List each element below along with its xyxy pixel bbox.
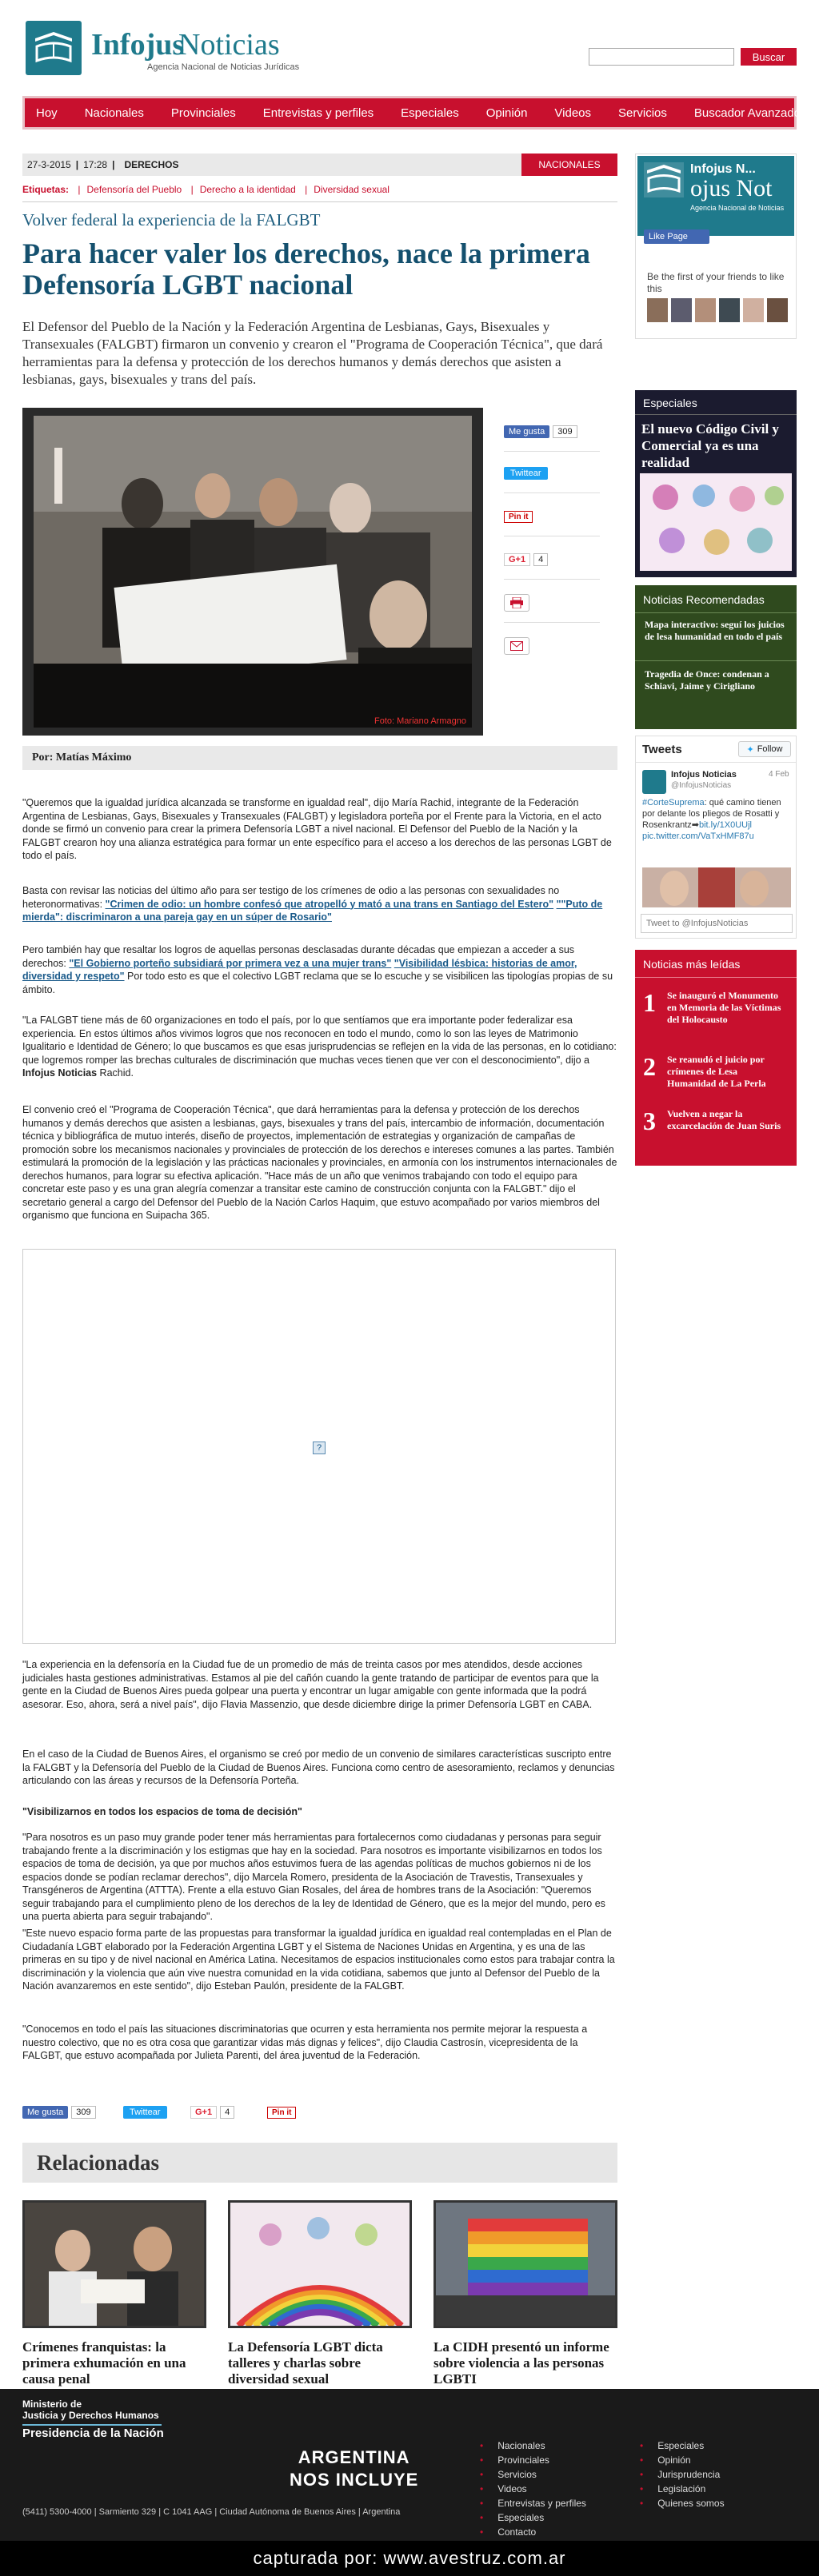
nav-item-nacionales[interactable]: Nacionales bbox=[84, 106, 144, 120]
google-plus-count: 4 bbox=[533, 553, 548, 566]
divider bbox=[504, 579, 600, 580]
email-share[interactable] bbox=[504, 638, 529, 654]
twitter-share-button[interactable]: Twittear bbox=[504, 467, 548, 480]
most-read-title-text[interactable]: Vuelven a negar la excarcelación de Juan Suris bbox=[667, 1108, 781, 1131]
twitter-share-button[interactable]: Twittear bbox=[123, 2106, 167, 2119]
google-plus-button[interactable]: G+1 bbox=[504, 553, 530, 566]
divider bbox=[636, 762, 796, 763]
nav-item-entrevistas[interactable]: Entrevistas y perfiles bbox=[262, 106, 374, 120]
tweets-title: Tweets bbox=[642, 743, 682, 756]
fb-page-cover-text: ojus Not bbox=[690, 175, 773, 201]
facebook-like[interactable] bbox=[22, 2104, 96, 2120]
tag-derecho-identidad[interactable]: Derecho a la identidad bbox=[199, 184, 296, 195]
article-photo bbox=[22, 408, 483, 736]
google-plus-share[interactable] bbox=[190, 2104, 234, 2120]
fb-page-sub: Agencia Nacional de Noticias bbox=[690, 204, 785, 212]
site-header bbox=[22, 16, 797, 80]
footer-link[interactable]: • Provinciales bbox=[480, 2453, 586, 2467]
related-image[interactable] bbox=[22, 2200, 206, 2328]
body-paragraph: "La FALGBT tiene más de 60 organizaciones en todo el país, por lo que sentíamos que era importante poder federalizar esa experiencia. En estos últimos años vivimos logros que nos reconocen en todo el mundo, como lo son las leyes de Matrimonio Igualitario e Identidad de Género; lo que buscamos es que esas jurisprudencias se reflejen en la vida de las personas, en lo cotidiano: que logremos romper las brechas culturales de discriminación que muchas veces tienen que ver con el desconocimiento", dijo a Infojus Noticias Rachid. bbox=[22, 1015, 617, 1079]
logo-book-icon bbox=[26, 21, 82, 75]
print-icon[interactable] bbox=[504, 594, 529, 612]
search-button[interactable]: Buscar bbox=[741, 48, 797, 66]
divider bbox=[22, 201, 617, 202]
pinterest-share[interactable] bbox=[267, 2104, 296, 2120]
fb-friends-text: Be the first of your friends to like this bbox=[647, 271, 785, 294]
recommended-item[interactable]: Mapa interactivo: seguí los juicios de lesa humanidad en todo el país bbox=[645, 619, 785, 642]
avatar[interactable] bbox=[695, 298, 716, 322]
nav-item-buscador[interactable]: Buscador Avanzado bbox=[693, 106, 801, 120]
tag-defensoria[interactable]: Defensoría del Pueblo bbox=[86, 184, 182, 195]
especiales-widget bbox=[635, 390, 797, 577]
footer-link[interactable]: • Opinión bbox=[640, 2453, 725, 2467]
tweet-link[interactable]: pic.twitter.com/VaTxHMF87u bbox=[642, 831, 754, 841]
pinterest-share[interactable] bbox=[504, 508, 533, 524]
related-image[interactable] bbox=[433, 2200, 617, 2328]
body-paragraph: "Este nuevo espacio forma parte de las propuestas para transformar la igualdad jurídica en igualdad real contempladas en el Plan de Ciudadanía LGBT elaborado por la Federación Argentina LGBT y el Sistema de Naciones Unidas en Argentina, y es una de las primeras en su tipo y de nivel nacional en América Latina. Necesitamos de espacios institucionales como estos para trabajar contra la discriminación y la violencia que aún vive nuestra comunidad en la vida cotidiana, sabemos que junto al Defensor del Pueblo de la Nación avanzaremos en este sentido", dijo Esteban Paulón, presidente de la FALGBT. bbox=[22, 1928, 615, 1992]
divider bbox=[635, 414, 797, 415]
avatar[interactable] bbox=[671, 298, 692, 322]
most-read-title-text[interactable]: Se reanudó el juicio por crímenes de Lesa Humanidad de La Perla bbox=[667, 1054, 766, 1089]
footer-link[interactable]: • Nacionales bbox=[480, 2438, 586, 2453]
especiales-title: Especiales bbox=[643, 397, 697, 409]
most-read-rank: 1 bbox=[643, 988, 656, 1017]
body-paragraph: "Para nosotros es un paso muy grande poder tener más herramientas para fortalecernos como ciudadanas y personas para seguir trabajando frente a la discriminación y los estigmas que hay en la sociedad. Para nosotros es importante visibilizarnos en todos los espacios de toma de decisión, ya que por muchos años estuvimos fuera de las agendas políticas de muchos gobiernos ni de los espacios donde se podían reclamar derechos", dijo Marcela Romero, presidenta de la Asociación de Travestis, Transexuales y Transgéneros de Argentina (ATTTA). Frente a ella estuvo Gian Rosales, del área de hombres trans de la Asociación: "Queremos seguir trabajando para el cumplimiento pleno de los derechos de la ley de Identidad de Género, que es la mejor del mundo, pero es una puerta abierta para seguir trabajando". bbox=[22, 1832, 605, 1922]
article-tags: Etiquetas: | Defensoría del Pueblo | Derecho a la identidad | Diversidad sexual bbox=[22, 184, 390, 195]
tweet-image[interactable] bbox=[642, 867, 791, 907]
related-item[interactable] bbox=[433, 2200, 617, 2387]
avatar[interactable] bbox=[642, 770, 666, 794]
google-plus-button[interactable]: G+1 bbox=[190, 2106, 217, 2119]
google-plus-share[interactable] bbox=[504, 552, 548, 568]
footer-link[interactable]: • Entrevistas y perfiles bbox=[480, 2496, 586, 2510]
divider bbox=[635, 660, 797, 661]
pinterest-button[interactable]: Pin it bbox=[504, 511, 533, 523]
capture-credit: capturada por: www.avestruz.com.ar bbox=[0, 2541, 819, 2576]
especiales-item[interactable]: El nuevo Código Civil y Comercial ya es una realidad bbox=[641, 421, 779, 470]
recommended-title: Noticias Recomendadas bbox=[643, 593, 765, 606]
recommended-widget bbox=[635, 585, 797, 729]
facebook-page-widget bbox=[635, 154, 797, 339]
related-link[interactable]: "Visibilidad lésbica: historias de amor, diversidad y respeto" bbox=[22, 957, 577, 982]
avatar[interactable] bbox=[647, 298, 668, 322]
most-read-widget bbox=[635, 950, 797, 1166]
avatar[interactable] bbox=[767, 298, 788, 322]
tag-diversidad-sexual[interactable]: Diversidad sexual bbox=[314, 184, 390, 195]
related-item[interactable] bbox=[228, 2200, 412, 2387]
logo-book-icon bbox=[644, 162, 684, 197]
logo-name-light: Noticias bbox=[178, 28, 280, 62]
nav-item-opinion[interactable]: Opinión bbox=[485, 106, 528, 120]
tweet-link[interactable]: bit.ly/1X0UUjl bbox=[698, 820, 752, 830]
avatar[interactable] bbox=[743, 298, 764, 322]
footer-link[interactable]: • Contacto bbox=[480, 2525, 586, 2539]
nav-item-hoy[interactable]: Hoy bbox=[36, 106, 58, 120]
especiales-image[interactable] bbox=[640, 473, 792, 571]
related-title: Relacionadas bbox=[22, 2143, 617, 2183]
related-caption[interactable]: Crímenes franquistas: la primera exhumación en una causa penal bbox=[22, 2339, 186, 2387]
facebook-cover[interactable] bbox=[637, 156, 794, 241]
facebook-like-button[interactable]: Me gusta bbox=[22, 2106, 68, 2119]
related-item[interactable] bbox=[22, 2200, 206, 2387]
nav-item-especiales[interactable]: Especiales bbox=[401, 106, 459, 120]
ministry-logo[interactable]: Ministerio de Justicia y Derechos Humanos Presidencia de la Nación bbox=[22, 2399, 164, 2440]
embedded-media-frame[interactable] bbox=[22, 1249, 616, 1644]
divider bbox=[504, 492, 600, 493]
related-link[interactable]: ""Puto de mierda": discriminaron a una pareja gay en un súper de Rosario" bbox=[22, 898, 603, 923]
facebook-like-page-button[interactable]: Like Page bbox=[644, 229, 709, 244]
search-input[interactable] bbox=[589, 48, 734, 66]
facebook-like-count: 309 bbox=[553, 425, 577, 438]
body-paragraph: "Queremos que la igualdad jurídica alcanzada se transforme en igualdad real", dijo María Rachid, integrante de la Federación Argentina de Lesbianas, Gays, Bisexuales y Transexuales (FALGBT) y legisladora porteña por el Frente para la Victoria, en el acto donde se firmó un convenio para crear la primera Defensoría LGBT a nivel nacional. El Defensor del Pueblo de la Nación y la FALGBT crearon hoy una alianza estratégica para formar un ente específico para el acceso a los derechos de las personas LGBT de todo el país. bbox=[22, 797, 612, 861]
article-date-bar: 27-3-2015 | 17:28 | DERECHOS bbox=[22, 154, 526, 176]
divider bbox=[635, 977, 797, 978]
divider bbox=[504, 451, 600, 452]
twitter-share[interactable] bbox=[504, 465, 548, 481]
twitter-bird-icon: ✦ bbox=[746, 744, 754, 755]
footer-link[interactable]: • Especiales bbox=[480, 2510, 586, 2525]
nav-item-videos[interactable]: Videos bbox=[554, 106, 592, 120]
related-link[interactable]: "Crimen de odio: un hombre confesó que atropelló y mató a una trans en Santiago del Estero" bbox=[105, 898, 554, 910]
tags-label: Etiquetas: bbox=[22, 184, 70, 195]
site-footer bbox=[0, 2389, 819, 2541]
body-paragraph: El convenio creó el "Programa de Cooperación Técnica", que dará herramientas para la defensa y protección de los derechos humanos y demás derechos que asisten a lesbianas, gays, bisexuales y trans del país, intercambio de información, documentación técnica y bibliográfica de mutuo interés, diseño de proyectos, implementación de estrategias y organización de campañas de promoción sobre los mecanismos nacionales y provinciales de protección de los derechos e intereses comunes a las partes. También estimulará la promoción de la legislación y las prácticas nacionales y provinciales, en armonía con los instrumentos internacionales de derechos humanos, para lograr su efectiva aplicación. "Hace más de un año que venimos trabajando con todo el equipo para concretar este paso y es una gran alegría comenzar a transitar este camino de construcción conjunta con la FALGBT." dijo el secretario general a cargo del Defensor del Pueblo de la Nación Carlos Haquim, que estuvo acompañado por varios miembros del organismo que funciona en Suipacha 365. bbox=[22, 1104, 617, 1221]
email-icon[interactable] bbox=[504, 637, 529, 655]
related-caption[interactable]: La CIDH presentó un informe sobre violencia a las personas LGBTI bbox=[433, 2339, 609, 2387]
missing-plugin-icon: ? bbox=[313, 1442, 326, 1454]
bottom-share-bar bbox=[22, 2104, 617, 2123]
footer-links-col1 bbox=[480, 2438, 586, 2539]
article-date: 27-3-2015 bbox=[27, 159, 71, 170]
article-lead: El Defensor del Pueblo de la Nación y la Federación Argentina de Lesbianas, Gays, Bisexuales y Transexuales (FALGBT) firmaron un convenio y crearon el "Programa de Cooperación Técnica", que dará herramientas para la defensa y protección de los derechos humanos y demás derechos que asisten a lesbianas, gays, bisexuales y trans del país. bbox=[22, 319, 603, 387]
most-read-rank: 2 bbox=[643, 1052, 656, 1081]
body-paragraph: En el caso de la Ciudad de Buenos Aires, el organismo se creó por medio de un convenio de similares características suscripto entre la FALGBT y la Defensoría del Pueblo de la Ciudad de Buenos Aires. Funciona como centro de asesoramiento, reclamos y denuncias articulando con las áreas y recursos de la Defensoría Porteña. bbox=[22, 1749, 615, 1786]
logo-name-bold: Infojus bbox=[91, 28, 185, 62]
footer-link[interactable]: • Legislación bbox=[640, 2482, 725, 2496]
google-plus-count: 4 bbox=[220, 2106, 234, 2119]
related-link[interactable]: "El Gobierno porteño subsidiará por primera vez a una mujer trans" bbox=[69, 957, 392, 969]
footer-link[interactable]: • Quienes somos bbox=[640, 2496, 725, 2510]
most-read-title: Noticias más leídas bbox=[643, 958, 741, 971]
article-category: DERECHOS bbox=[124, 159, 179, 170]
body-paragraph: "La experiencia en la defensoría en la Ciudad fue de un promedio de más de treinta casos por mes atendidos, desde acciones judiciales hasta gestiones administrativas. Estamos al pie del cañón cuando la gente tratando de participar de eventos para que la gente en la Ciudad de Buenos Aires pueda golpear una puerta y encontrar un lugar amigable con gente informada que la podrá asesorar. Eso, ahora, será a nivel país", dijo Flavia Massenzio, que desde diciembre dirige la primer Defensoría LGBT en CABA. bbox=[22, 1659, 599, 1710]
related-image[interactable] bbox=[228, 2200, 412, 2328]
related-caption[interactable]: La Defensoría LGBT dicta talleres y charlas sobre diversidad sexual bbox=[228, 2339, 383, 2387]
footer-link[interactable]: • Videos bbox=[480, 2482, 586, 2496]
facebook-like[interactable] bbox=[504, 424, 577, 440]
recommended-item[interactable]: Tragedia de Once: condenan a Schiavi, Jaime y Cirigliano bbox=[645, 668, 769, 692]
tweet-hashtag[interactable]: #CorteSuprema bbox=[642, 798, 705, 807]
section-tab-nacionales[interactable]: NACIONALES bbox=[521, 154, 617, 176]
fb-friend-faces bbox=[647, 298, 791, 322]
article-kicker: Volver federal la experiencia de la FALGBT bbox=[22, 210, 321, 229]
facebook-like-button[interactable]: Me gusta bbox=[504, 425, 549, 438]
fb-page-name[interactable]: Infojus N... bbox=[690, 162, 756, 176]
facebook-like-count: 309 bbox=[71, 2106, 95, 2119]
logo-tagline: Agencia Nacional de Noticias Jurídicas bbox=[147, 62, 300, 72]
photo-credit: Foto: Mariano Armagno bbox=[374, 716, 466, 726]
nav-item-provinciales[interactable]: Provinciales bbox=[170, 106, 236, 120]
footer-link[interactable]: • Jurisprudencia bbox=[640, 2467, 725, 2482]
footer-link[interactable]: • Servicios bbox=[480, 2467, 586, 2482]
twitter-timeline-widget bbox=[635, 736, 797, 939]
avatar[interactable] bbox=[719, 298, 740, 322]
tweet-date[interactable]: 4 Feb bbox=[769, 770, 789, 779]
twitter-follow-button[interactable]: ✦ Follow bbox=[738, 741, 791, 757]
article-author: Por: Matías Máximo bbox=[22, 746, 617, 770]
tweet-author-name[interactable]: Infojus Noticias bbox=[671, 770, 737, 780]
divider bbox=[504, 622, 600, 623]
print-share[interactable] bbox=[504, 595, 529, 611]
footer-address: (5411) 5300-4000 | Sarmiento 329 | C 1041 AAG | Ciudad Autónoma de Buenos Aires | Argentina bbox=[22, 2507, 401, 2517]
divider bbox=[22, 2424, 162, 2426]
subhead: "Visibilizarnos en todos los espacios de toma de decisión" bbox=[22, 1806, 302, 1817]
argentina-nos-incluye-logo: ARGENTINA NOS INCLUYE bbox=[290, 2447, 419, 2490]
divider bbox=[635, 612, 797, 613]
main-nav bbox=[22, 96, 801, 130]
article-time: 17:28 bbox=[83, 159, 108, 170]
body-paragraph: Basta con revisar las noticias del último año para ser testigo de los crímenes de odio a las personas con sexualidades no heteronormativas: "Crimen de odio: un hombre confesó que atropelló y mató a una trans en Santiago del Estero" ""Puto de mierda": discriminaron a una pareja gay en un súper de Rosario" bbox=[22, 885, 603, 923]
footer-link[interactable]: • Especiales bbox=[640, 2438, 725, 2453]
site-logo[interactable] bbox=[22, 16, 326, 80]
tweet-to-input[interactable]: Tweet to @InfojusNoticias bbox=[641, 914, 793, 933]
twitter-share[interactable] bbox=[123, 2104, 167, 2120]
body-paragraph: Pero también hay que resaltar los logros de aquellas personas desclasadas durante décadas que empiezan a acceder a sus derechos: "El Gobierno porteño subsidiará por primera vez a una mujer trans" "Visibilidad lésbica: historias de amor, diversidad y respeto" Por todo esto es que el colectivo LGBT reclama que se lo escuche y se visibilicen las tipologías propias de su ámbito. bbox=[22, 944, 613, 995]
body-paragraph: "Conocemos en todo el país las situaciones discriminatorias que ocurren y esta herramienta nos permite mejorar la respuesta a nuestro colectivo, que no es otra cosa que garantizar vidas más dignas y felices", dijo Claudia Castrosín, vicepresidenta de la FALGBT, que estuvo acompañada por Julieta Parenti, del área juventud de la Federación. bbox=[22, 2024, 588, 2061]
article-headline: Para hacer valer los derechos, nace la primera Defensoría LGBT nacional bbox=[22, 237, 590, 301]
tweet-text: #CorteSuprema: qué camino tienen por delante los pliegos de Rosatti y Rosenkrantz➡bit.ly/1X0UUjl pic.twitter.com/VaTxHMF87u bbox=[642, 798, 781, 841]
pinterest-button[interactable]: Pin it bbox=[267, 2107, 296, 2119]
most-read-title-text[interactable]: Se inauguró el Monumento en Memoria de las Víctimas del Holocausto bbox=[667, 990, 781, 1025]
footer-links-col2 bbox=[640, 2438, 725, 2510]
most-read-rank: 3 bbox=[643, 1107, 656, 1135]
tweet-author-handle[interactable]: @InfojusNoticias bbox=[671, 781, 732, 790]
nav-item-servicios[interactable]: Servicios bbox=[618, 106, 667, 120]
